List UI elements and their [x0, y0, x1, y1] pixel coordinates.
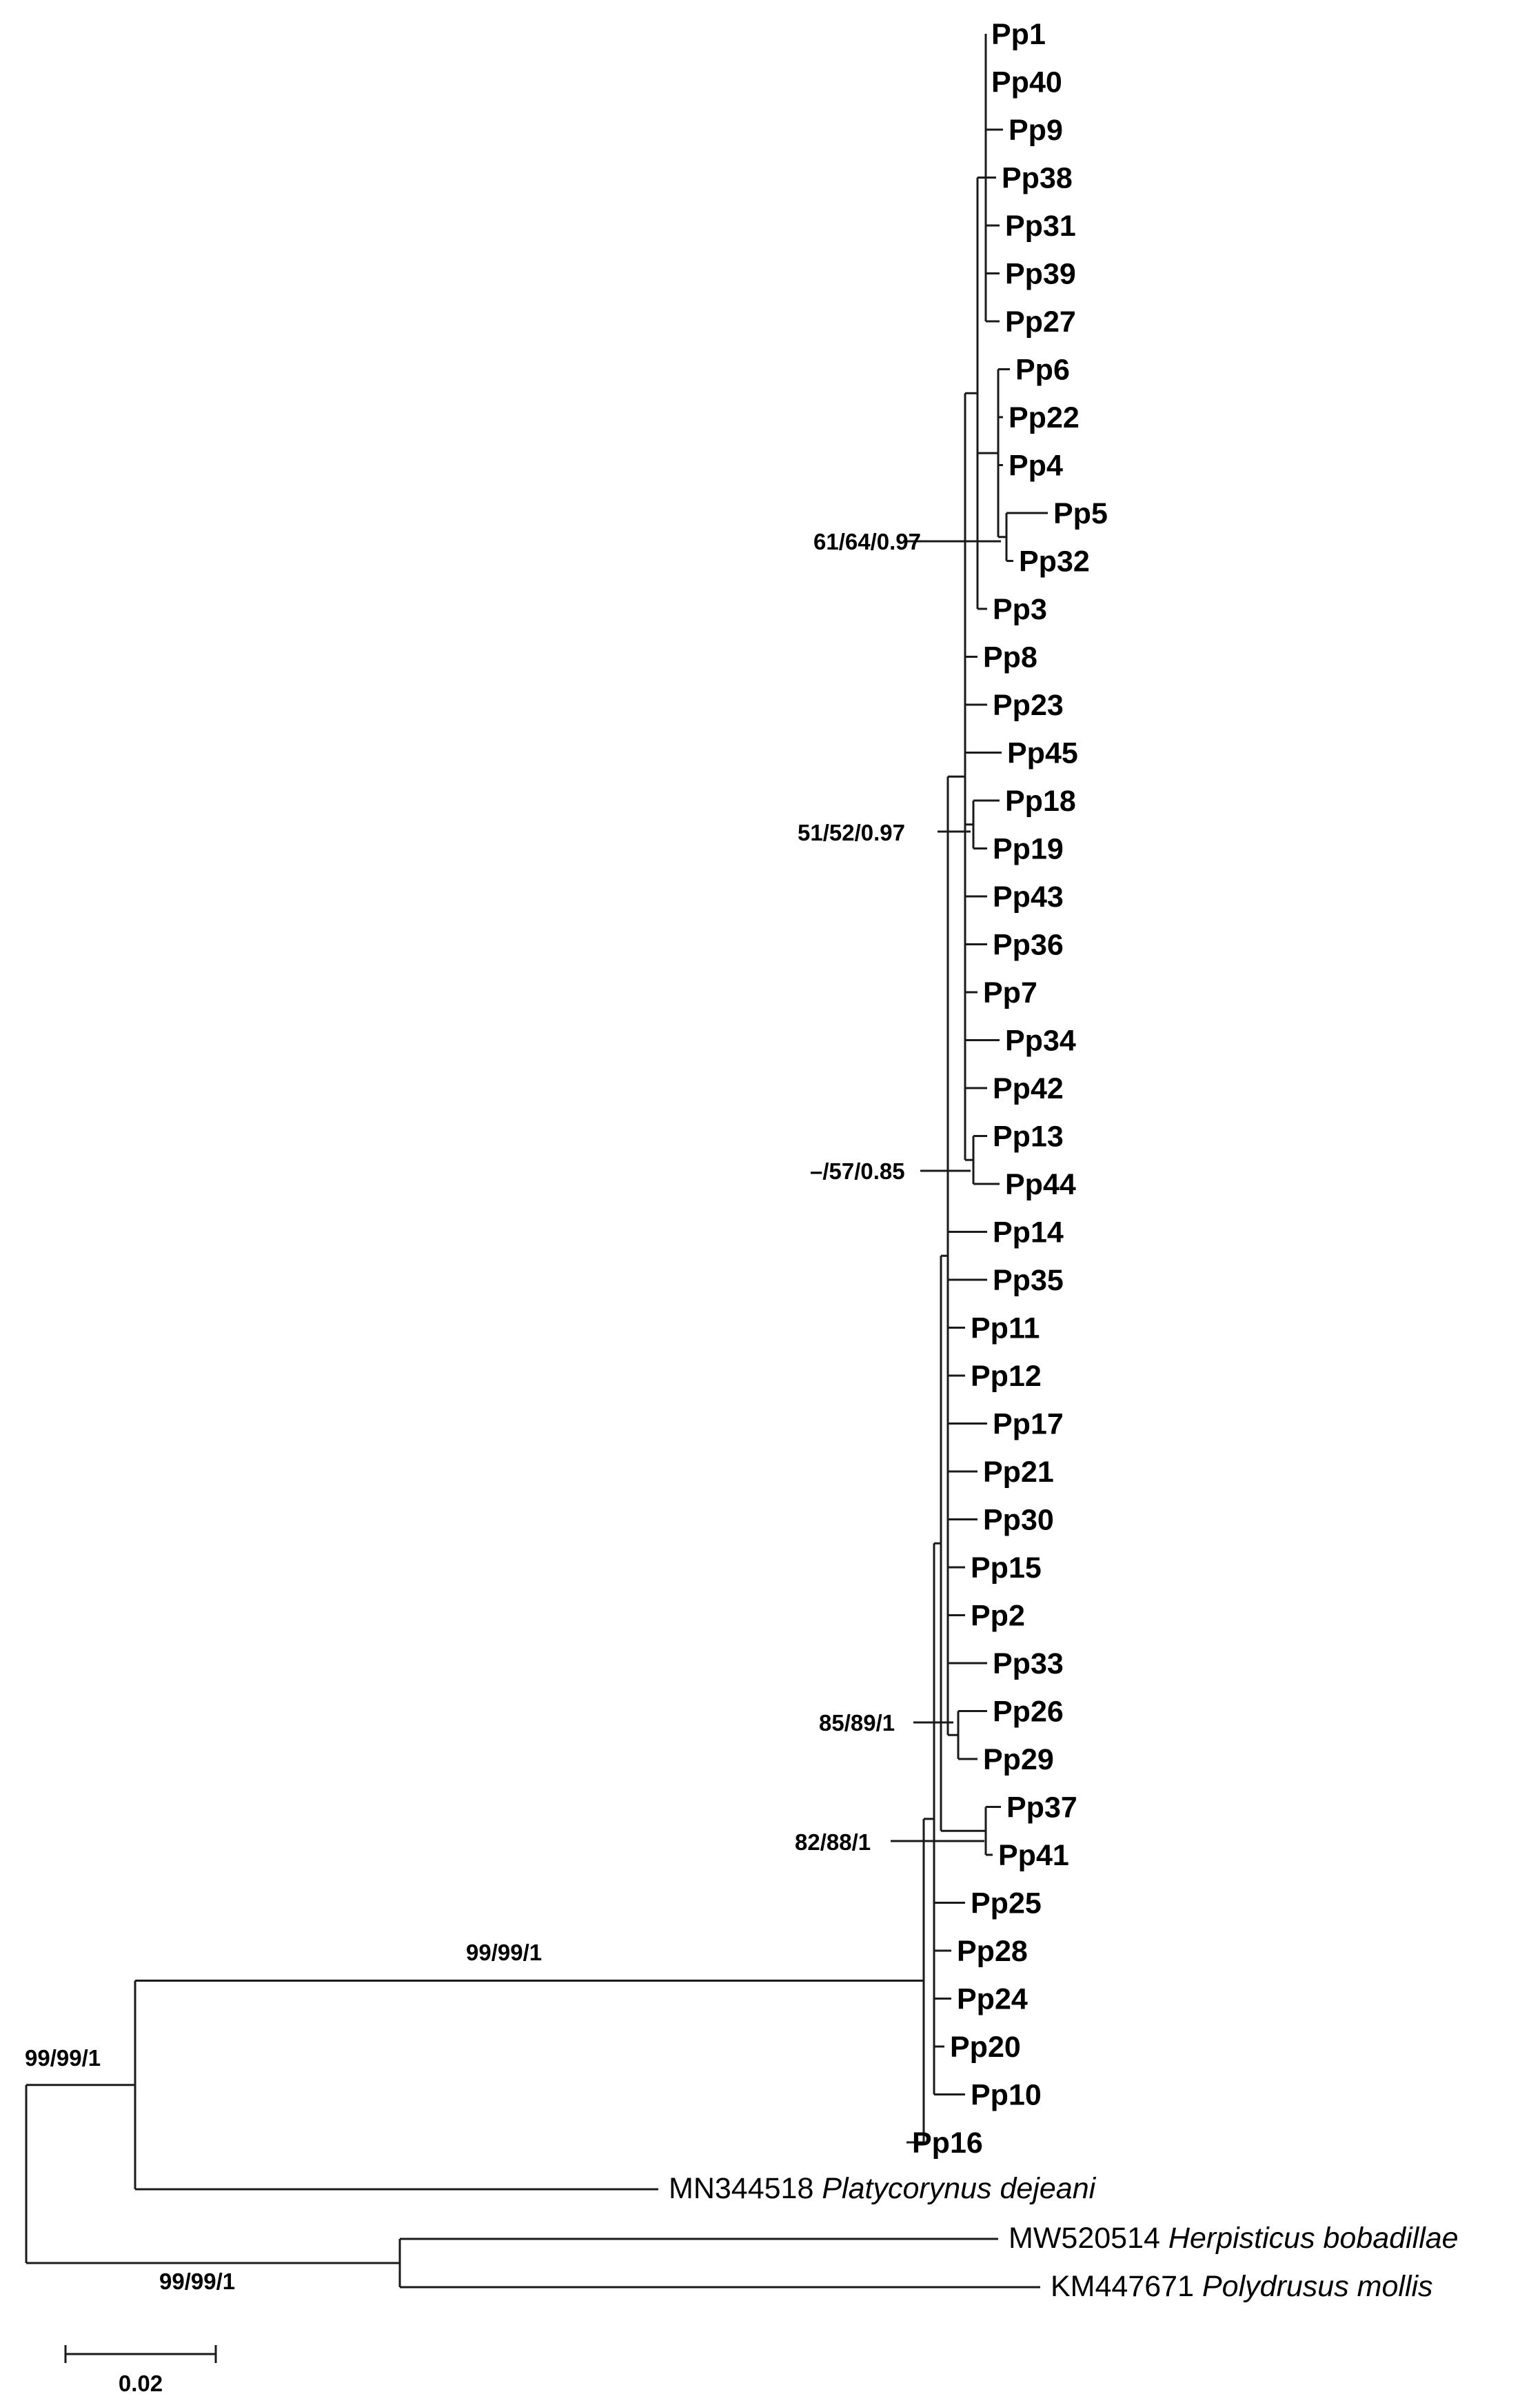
accession-label: MN344518: [669, 2172, 814, 2205]
tip-label: Pp4: [1009, 449, 1063, 483]
tip-label: Pp20: [950, 2031, 1021, 2064]
tip-label: Pp18: [1005, 785, 1076, 818]
svg-text:KM447671Polydrusus mollis: [1051, 2270, 1433, 2303]
tip-label: Pp36: [993, 928, 1064, 962]
support-label-82-88: 82/88/1: [795, 1829, 871, 1855]
tip-label: Pp1: [991, 18, 1046, 51]
tip-label: Pp15: [971, 1551, 1042, 1585]
tip-label: Pp10: [971, 2078, 1042, 2112]
tip-label: Pp21: [983, 1456, 1054, 1489]
tip-label: Pp17: [993, 1407, 1064, 1441]
outgroup-herpisticus: [1009, 2222, 1459, 2255]
tip-label: Pp42: [993, 1072, 1064, 1105]
tip-label: Pp27: [1005, 305, 1076, 339]
support-label-57: –/57/0.85: [810, 1158, 905, 1184]
tip-label: Pp33: [993, 1647, 1064, 1680]
tip-label: Pp22: [1009, 401, 1080, 434]
accession-label: KM447671: [1051, 2270, 1194, 2303]
tip-label: Pp43: [993, 881, 1064, 914]
svg-text:MW520514Herpisticus bobadillae: [1009, 2222, 1459, 2255]
outgroup-platycorynus: [669, 2172, 1097, 2205]
tip-label: Pp24: [957, 1982, 1028, 2016]
species-label: Herpisticus bobadillae: [1168, 2222, 1459, 2255]
support-label-85-89: 85/89/1: [819, 1710, 895, 1736]
tip-label: Pp19: [993, 832, 1064, 866]
tip-label: Pp5: [1053, 497, 1108, 530]
tip-label: Pp38: [1002, 161, 1073, 195]
support-label-51-52: 51/52/0.97: [798, 820, 905, 845]
tip-label: Pp12: [971, 1360, 1042, 1393]
tip-label: Pp41: [998, 1839, 1069, 1872]
accession-label: MW520514: [1009, 2222, 1160, 2255]
tip-label: Pp7: [983, 976, 1037, 1009]
tip-label: Pp35: [993, 1264, 1064, 1297]
support-label-outgroup-pair: 99/99/1: [159, 2269, 236, 2294]
tip-label: Pp32: [1019, 545, 1090, 579]
support-label-61-64: 61/64/0.97: [813, 529, 921, 554]
species-label: Polydrusus mollis: [1202, 2270, 1433, 2303]
tip-label: Pp31: [1005, 210, 1076, 243]
tip-label: Pp28: [957, 1935, 1028, 1968]
tip-label: Pp14: [993, 1216, 1064, 1249]
outgroup-polydrusus: [1051, 2270, 1433, 2303]
species-label: Platycorynus dejeani: [822, 2172, 1096, 2205]
tip-label: Pp44: [1005, 1168, 1076, 1201]
tip-label: Pp13: [993, 1120, 1064, 1154]
tip-label: Pp16: [912, 2126, 983, 2160]
tip-label: Pp23: [993, 689, 1064, 722]
tip-label: Pp37: [1006, 1791, 1077, 1824]
tip-label: Pp29: [983, 1743, 1054, 1776]
tip-label: Pp8: [983, 641, 1037, 674]
tip-label: Pp39: [1005, 257, 1076, 291]
tip-label: Pp26: [993, 1695, 1064, 1729]
tree-labels: [25, 18, 1459, 2396]
scale-bar-label: 0.02: [118, 2371, 163, 2396]
tip-label: Pp25: [971, 1887, 1042, 1920]
tip-label: Pp40: [991, 66, 1062, 99]
scale-bar: [65, 2345, 216, 2396]
tip-label: Pp45: [1007, 736, 1078, 770]
tip-label: Pp9: [1009, 114, 1063, 147]
support-label-ingroup-root: 99/99/1: [466, 1940, 543, 1965]
tip-label: Pp6: [1015, 353, 1070, 387]
tip-label: Pp11: [971, 1311, 1040, 1345]
tip-label: Pp34: [1005, 1024, 1076, 1058]
tip-label: Pp30: [983, 1503, 1054, 1537]
svg-text:MN344518Platycorynus dejeani: [669, 2172, 1097, 2205]
tip-label: Pp3: [993, 593, 1047, 626]
tip-label: Pp2: [971, 1599, 1025, 1633]
support-label-root: 99/99/1: [25, 2045, 101, 2071]
